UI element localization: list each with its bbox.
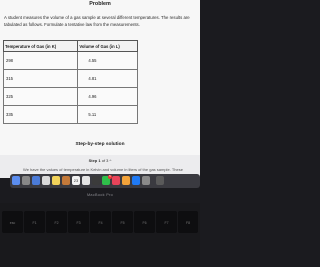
screen [0,0,200,178]
books-icon[interactable] [122,176,130,185]
keyboard [0,203,200,267]
temperature-cell: 335 [4,106,78,124]
volume-cell: 4.96 [78,88,138,106]
messages-icon[interactable] [102,176,110,185]
dock [10,174,200,188]
step-number: 1 [98,158,101,163]
step-of-total: of 3 [101,158,109,163]
table-row [4,70,138,88]
key-esc[interactable]: esc [2,211,23,233]
appstore-icon[interactable] [132,176,140,185]
problem-prompt: A student measures the volume of a gas sample at several different temperatures. The results are tabulated as follows. Formulate a tentative law from the measurements. [4,15,190,27]
key-f1[interactable]: F1 [24,211,45,233]
contacts-icon[interactable] [62,176,70,185]
header-volume: Volume of Gas (in L) [78,41,138,52]
key-f8[interactable]: F8 [178,211,198,233]
key-f6[interactable]: F6 [134,211,155,233]
temperature-cell: 325 [4,88,78,106]
step-word: Step [88,158,98,163]
messages-badge: 5 [109,175,111,178]
temperature-cell: 315 [4,70,78,88]
page-title: Problem [89,1,111,7]
safari-icon[interactable] [32,176,40,185]
key-f2[interactable]: F2 [46,211,67,233]
temperature-cell: 298 [4,52,78,70]
data-table [3,40,138,124]
reminders-icon[interactable] [82,176,90,185]
calendar-day: 23 [73,178,79,183]
table-row [4,106,138,124]
header-temperature: Temperature of Gas (in K) [4,41,78,52]
finder-icon[interactable] [12,176,20,185]
table-row [4,88,138,106]
step-indicator[interactable] [0,158,200,163]
key-f7[interactable]: F7 [156,211,177,233]
photos-icon[interactable] [42,176,50,185]
macbook-label: MacBook Pro [86,193,114,197]
key-f4[interactable]: F4 [90,211,111,233]
settings-icon[interactable] [142,176,150,185]
volume-cell: 4.55 [78,52,138,70]
table-header-row [4,41,138,52]
step-text: We have the values of temperature in Kelvin and volume in liters of the gas sample. These [23,167,183,172]
table-row [4,52,138,70]
volume-cell: 4.81 [78,70,138,88]
trash-icon[interactable] [156,176,164,185]
key-f3[interactable]: F3 [68,211,89,233]
calendar-icon[interactable] [72,176,80,185]
volume-cell: 5.11 [78,106,138,124]
appletv-icon[interactable] [92,176,100,185]
chevron-up-icon[interactable]: ^ [109,158,112,163]
music-icon[interactable] [112,176,120,185]
notes-icon[interactable] [52,176,60,185]
key-f5[interactable]: F5 [112,211,133,233]
solution-title: Step-by-step solution [75,142,125,147]
launchpad-icon[interactable] [22,176,30,185]
